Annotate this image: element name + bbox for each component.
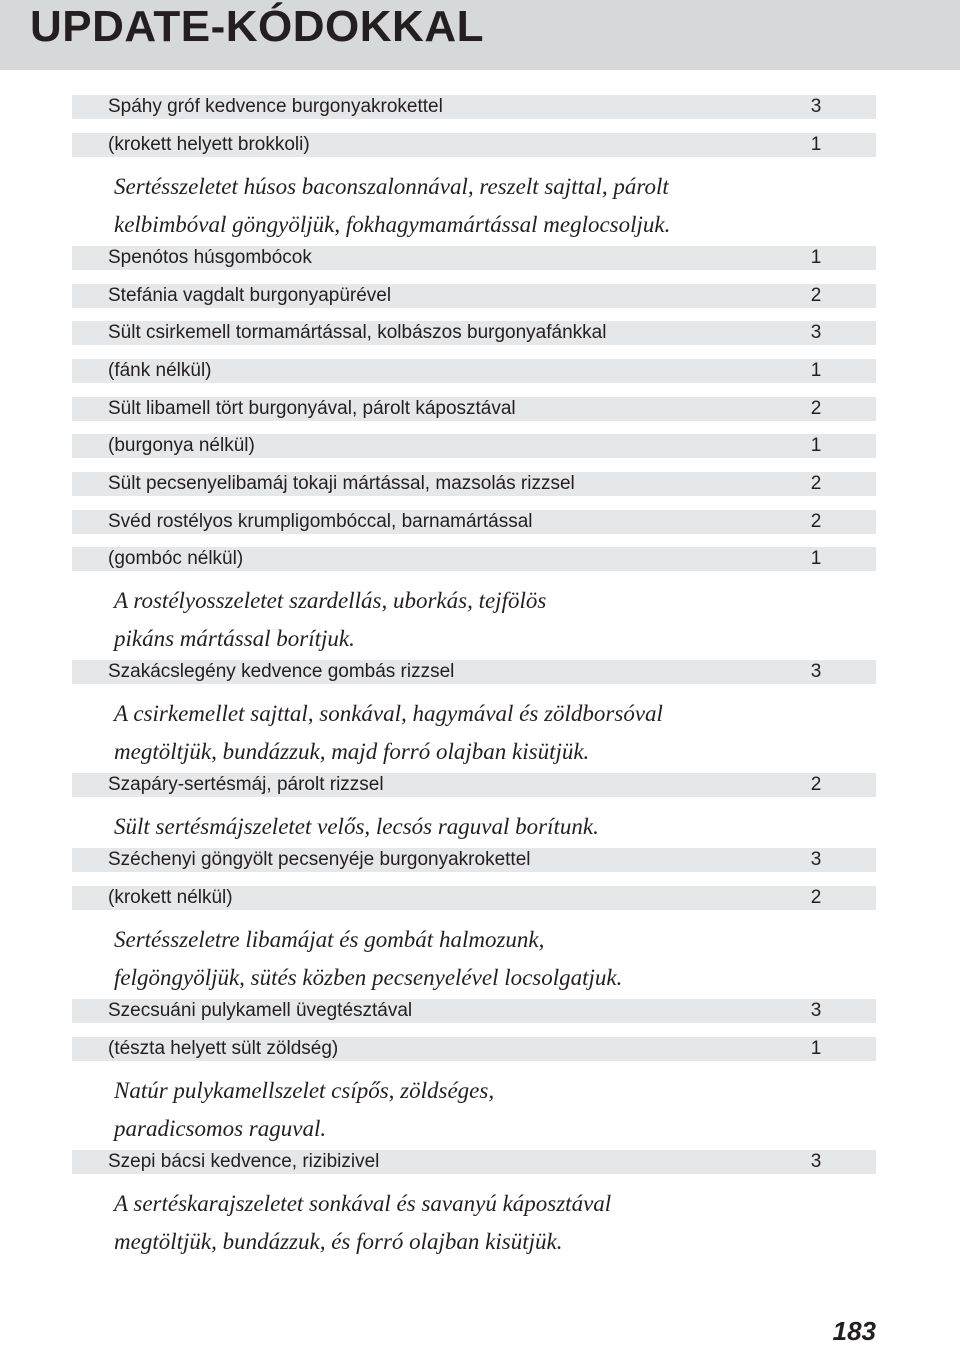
menu-item-row: [72, 999, 876, 1023]
menu-item-description: [114, 921, 854, 997]
description-line: A rostélyosszeletet szardellás, uborkás, tejfölös: [114, 588, 547, 613]
menu-item-row: [72, 472, 876, 496]
menu-item-row: [72, 284, 876, 308]
menu-item-name: Spenótos húsgombócok: [108, 247, 312, 268]
menu-item-row: [72, 397, 876, 421]
menu-item-name: Spáhy gróf kedvence burgonyakrokettel: [108, 96, 443, 117]
menu-item-code: 2: [810, 285, 822, 306]
description-line: paradicsomos raguval.: [114, 1116, 327, 1141]
menu-item-name: Szapáry-sertésmáj, párolt rizzsel: [108, 774, 384, 795]
menu-item-code: 3: [810, 322, 822, 343]
menu-item-name: Szecsuáni pulykamell üvegtésztával: [108, 1000, 413, 1021]
menu-item-code: 3: [810, 1000, 822, 1021]
menu-item-name: Szepi bácsi kedvence, rizibizivel: [108, 1151, 380, 1172]
description-line: megtöltjük, bundázzuk, majd forró olajban kisütjük.: [114, 739, 590, 764]
menu-item-name: Stefánia vagdalt burgonyapürével: [108, 285, 392, 306]
description-line: A sertéskarajszeletet sonkával és savanyú káposztával: [114, 1191, 612, 1216]
menu-item-description: [114, 582, 854, 658]
menu-item-row: [72, 133, 876, 157]
menu-item-description: [114, 168, 854, 244]
menu-item-row: [72, 359, 876, 383]
description-line: felgöngyöljük, sütés közben pecsenyelével locsolgatjuk.: [114, 965, 623, 990]
menu-item-row: [72, 321, 876, 345]
page-title: UPDATE-KÓDOKKAL: [30, 2, 484, 51]
menu-item-row: [72, 547, 876, 571]
menu-item-name: (tészta helyett sült zöldség): [108, 1038, 339, 1059]
menu-item-name: Sült pecsenyelibamáj tokaji mártással, mazsolás rizzsel: [108, 473, 575, 494]
menu-item-code: 3: [810, 661, 822, 682]
menu-item-row: [72, 848, 876, 872]
menu-item-code: 3: [810, 1151, 822, 1172]
menu-item-description: [114, 1072, 854, 1148]
menu-item-row: [72, 1037, 876, 1061]
description-line: Sertésszeletre libamájat és gombát halmozunk,: [114, 927, 545, 952]
menu-item-row: [72, 434, 876, 458]
description-line: megtöltjük, bundázzuk, és forró olajban kisütjük.: [114, 1229, 563, 1254]
menu-item-code: 1: [810, 360, 822, 381]
menu-item-row: [72, 95, 876, 119]
menu-item-row: [72, 886, 876, 910]
menu-item-code: 2: [810, 774, 822, 795]
description-line: A csirkemellet sajttal, sonkával, hagymával és zöldborsóval: [114, 701, 663, 726]
menu-item-row: [72, 773, 876, 797]
menu-item-row: [72, 510, 876, 534]
menu-item-name: (krokett helyett brokkoli): [108, 134, 310, 155]
menu-item-description: [114, 808, 854, 846]
menu-item-name: (krokett nélkül): [108, 887, 233, 908]
description-line: pikáns mártással borítjuk.: [114, 626, 355, 651]
menu-item-code: 1: [810, 548, 822, 569]
menu-item-code: 2: [810, 887, 822, 908]
menu-item-code: 3: [810, 96, 822, 117]
menu-item-name: Sült libamell tört burgonyával, párolt káposztával: [108, 398, 516, 419]
menu-item-name: (fánk nélkül): [108, 360, 212, 381]
description-line: Sertésszeletet húsos baconszalonnával, reszelt sajttal, párolt: [114, 174, 669, 199]
menu-item-row: [72, 246, 876, 270]
menu-item-code: 2: [810, 473, 822, 494]
menu-item-code: 1: [810, 247, 822, 268]
description-line: Sült sertésmájszeletet velős, lecsós raguval borítunk.: [114, 814, 599, 839]
menu-item-code: 1: [810, 134, 822, 155]
page-number: 183: [832, 1316, 876, 1346]
page-header: [0, 0, 960, 70]
menu-item-code: 2: [810, 398, 822, 419]
menu-item-code: 1: [810, 435, 822, 456]
menu-item-description: [114, 1185, 854, 1261]
menu-item-code: 2: [810, 511, 822, 532]
menu-item-name: Svéd rostélyos krumpligombóccal, barnamártással: [108, 511, 533, 532]
menu-item-name: Szakácslegény kedvence gombás rizzsel: [108, 661, 455, 682]
menu-item-row: [72, 1150, 876, 1174]
description-line: Natúr pulykamellszelet csípős, zöldséges,: [114, 1078, 495, 1103]
menu-item-description: [114, 695, 854, 771]
description-line: kelbimbóval göngyöljük, fokhagymamártással meglocsoljuk.: [114, 212, 671, 237]
menu-item-code: 1: [810, 1038, 822, 1059]
menu-item-name: (gombóc nélkül): [108, 548, 244, 569]
menu-item-name: (burgonya nélkül): [108, 435, 255, 456]
menu-item-name: Széchenyi göngyölt pecsenyéje burgonyakrokettel: [108, 849, 531, 870]
menu-item-row: [72, 660, 876, 684]
menu-item-code: 3: [810, 849, 822, 870]
menu-item-name: Sült csirkemell tormamártással, kolbászos burgonyafánkkal: [108, 322, 607, 343]
